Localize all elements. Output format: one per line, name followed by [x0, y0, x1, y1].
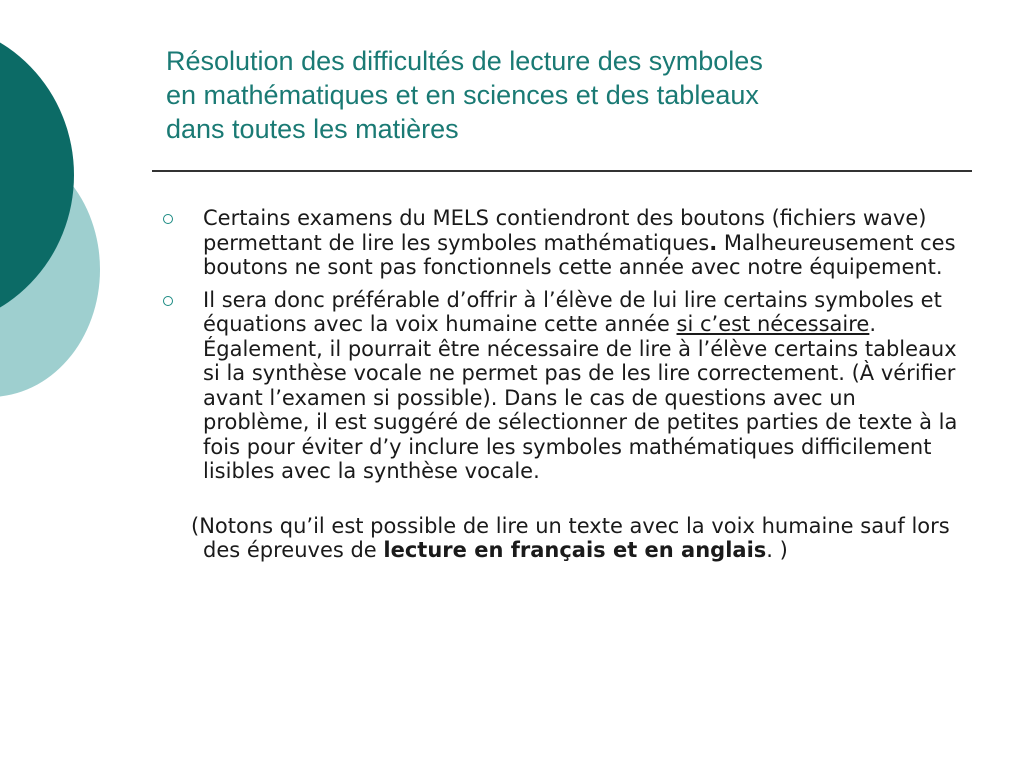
title-line: dans toutes les matières [166, 114, 459, 144]
bullet-item [160, 206, 960, 280]
note-text: . ) [766, 538, 788, 562]
circle-bullet-icon [163, 296, 173, 306]
note-text: (Notons qu’il est possible de lire un texte avec la voix humaine sauf lors des épreuves de [191, 513, 950, 562]
bullet-text: . Également, il pourrait être nécessaire de lire à l’élève certains tableaux si la synthèse vocale ne permet pas de les lire correctement. (À vérifier avant l’examen si possible). Dans le cas de questions avec un problème, il est suggéré de sélectionner de petites parties de texte à la fois pour éviter d’y inclure les symboles mathématiques difficilement lisibles avec la synthèse vocale. [203, 312, 958, 483]
title-line: Résolution des difficultés de lecture des symboles [166, 46, 763, 76]
bullet-text-bold: . [709, 230, 718, 255]
note-text-bold: lecture en français et en anglais [383, 538, 767, 562]
note-paragraph [160, 514, 960, 563]
bullet-item [160, 288, 960, 484]
slide-body [160, 206, 960, 563]
bullet-text: Il sera donc préférable d’offrir à l’élève de lui lire certains symboles et équations avec la voix humaine cette année [203, 287, 942, 336]
slide-title [166, 44, 966, 146]
bullet-text: Certains examens du MELS contiendront des boutons (fichiers wave) permettant de lire les symboles mathématiques [203, 206, 927, 255]
bullet-text: Malheureusement ces boutons ne sont pas fonctionnels cette année avec notre équipement. [203, 230, 956, 279]
bullet-text-underlined: si c’est nécessaire [676, 312, 870, 336]
title-divider [152, 170, 972, 172]
circle-bullet-icon [163, 214, 173, 224]
title-line: en mathématiques et en sciences et des tableaux [166, 80, 759, 110]
